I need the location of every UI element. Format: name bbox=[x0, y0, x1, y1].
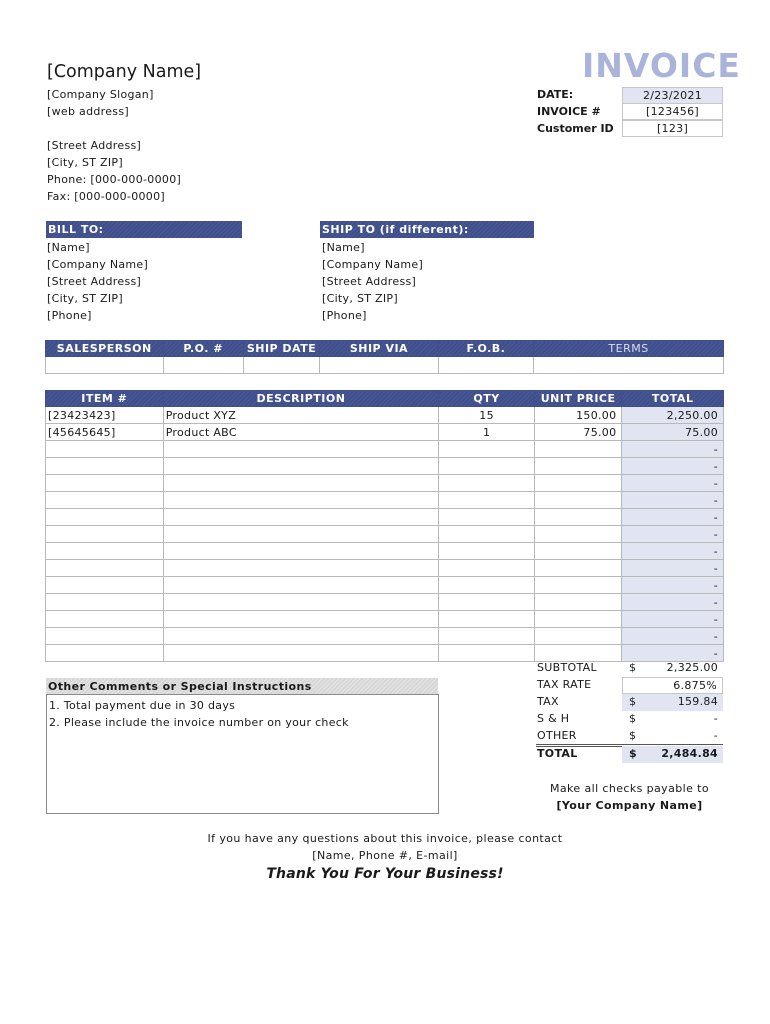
tax-rate-label: TAX RATE bbox=[537, 678, 592, 691]
comment-line: 2. Please include the invoice number on your check bbox=[49, 716, 349, 729]
description-cell[interactable] bbox=[163, 509, 439, 526]
qty-cell[interactable] bbox=[439, 560, 535, 577]
invoice-title: INVOICE bbox=[582, 46, 741, 85]
items-header-total: TOTAL bbox=[622, 391, 724, 407]
company-phone: Phone: [000-000-0000] bbox=[47, 173, 182, 186]
shipping-header-salesperson: SALESPERSON bbox=[46, 341, 164, 357]
payable-company: [Your Company Name] bbox=[556, 799, 703, 812]
shipping-header-po: P.O. # bbox=[163, 341, 243, 357]
shipping-header-ship-date: SHIP DATE bbox=[243, 341, 319, 357]
item-number-cell[interactable] bbox=[46, 492, 164, 509]
subtotal-label: SUBTOTAL bbox=[537, 661, 597, 674]
sh-value[interactable]: - bbox=[713, 712, 718, 725]
shipping-header-terms: TERMS bbox=[534, 341, 724, 357]
subtotal-value: 2,325.00 bbox=[666, 661, 718, 674]
company-street: [Street Address] bbox=[47, 139, 142, 152]
ship-to-address bbox=[322, 239, 423, 324]
unit-price-cell[interactable] bbox=[534, 560, 622, 577]
line-total-cell: - bbox=[622, 458, 724, 475]
date-label: DATE: bbox=[537, 88, 574, 101]
item-number-cell[interactable] bbox=[46, 543, 164, 560]
subtotal-currency: $ bbox=[629, 661, 637, 674]
description-cell[interactable] bbox=[163, 441, 439, 458]
qty-cell[interactable] bbox=[439, 441, 535, 458]
description-cell[interactable] bbox=[163, 475, 439, 492]
items-header-unit-price: UNIT PRICE bbox=[534, 391, 622, 407]
qty-cell[interactable] bbox=[439, 458, 535, 475]
qty-cell[interactable] bbox=[439, 628, 535, 645]
unit-price-cell[interactable] bbox=[534, 594, 622, 611]
qty-cell[interactable] bbox=[439, 543, 535, 560]
ship-to-line: [Company Name] bbox=[322, 258, 424, 271]
invoice-number-label: INVOICE # bbox=[537, 105, 601, 118]
contact-line: If you have any questions about this invoice, please contact bbox=[207, 832, 563, 845]
customer-id-label: Customer ID bbox=[537, 122, 614, 135]
item-number-cell[interactable] bbox=[46, 526, 164, 543]
company-fax: Fax: [000-000-0000] bbox=[47, 190, 165, 203]
items-header-qty: QTY bbox=[439, 391, 535, 407]
company-name: [Company Name] bbox=[47, 62, 202, 82]
unit-price-cell[interactable] bbox=[534, 628, 622, 645]
salesperson-cell[interactable] bbox=[46, 357, 164, 374]
unit-price-cell[interactable] bbox=[534, 492, 622, 509]
table-row bbox=[46, 628, 724, 645]
line-total-cell: - bbox=[622, 543, 724, 560]
terms-cell[interactable] bbox=[534, 357, 724, 374]
items-header-item: ITEM # bbox=[46, 391, 164, 407]
comment-line: 1. Total payment due in 30 days bbox=[49, 699, 236, 712]
description-cell[interactable] bbox=[163, 526, 439, 543]
table-row bbox=[46, 543, 724, 560]
fob-cell[interactable] bbox=[438, 357, 533, 374]
line-total-cell: - bbox=[622, 577, 724, 594]
total-label: TOTAL bbox=[537, 747, 578, 760]
ship-to-header: SHIP TO (if different): bbox=[320, 221, 534, 238]
line-total-cell: - bbox=[622, 526, 724, 543]
thank-you: Thank You For Your Business! bbox=[266, 866, 504, 882]
po-cell[interactable] bbox=[163, 357, 243, 374]
unit-price-cell[interactable]: 150.00 bbox=[534, 407, 622, 424]
tax-rate-value[interactable]: 6.875% bbox=[673, 679, 717, 692]
item-number-cell[interactable] bbox=[46, 560, 164, 577]
unit-price-cell[interactable] bbox=[534, 475, 622, 492]
description-cell[interactable]: Product XYZ bbox=[163, 407, 439, 424]
sh-currency: $ bbox=[629, 712, 637, 725]
table-row bbox=[46, 577, 724, 594]
total-row bbox=[622, 746, 723, 763]
description-cell[interactable]: Product ABC bbox=[163, 424, 439, 441]
items-header-description: DESCRIPTION bbox=[163, 391, 439, 407]
sh-label: S & H bbox=[537, 712, 570, 725]
table-row bbox=[46, 407, 724, 424]
unit-price-cell[interactable] bbox=[534, 611, 622, 628]
bill-to-line: [Phone] bbox=[47, 309, 92, 322]
line-total-cell: - bbox=[622, 492, 724, 509]
table-row bbox=[46, 475, 724, 492]
description-cell[interactable] bbox=[163, 492, 439, 509]
table-row bbox=[46, 560, 724, 577]
shipping-table bbox=[45, 340, 724, 374]
other-value[interactable]: - bbox=[713, 729, 718, 742]
table-row bbox=[46, 458, 724, 475]
ship-to-line: [Street Address] bbox=[322, 275, 417, 288]
line-total-cell: - bbox=[622, 441, 724, 458]
line-total-cell: - bbox=[622, 560, 724, 577]
qty-cell[interactable] bbox=[439, 611, 535, 628]
unit-price-cell[interactable] bbox=[534, 645, 622, 662]
ship-to-line: [Name] bbox=[322, 241, 365, 254]
contact-info: [Name, Phone #, E-mail] bbox=[312, 849, 458, 862]
total-value: 2,484.84 bbox=[661, 747, 718, 760]
qty-cell[interactable] bbox=[439, 492, 535, 509]
shipping-header-ship-via: SHIP VIA bbox=[320, 341, 439, 357]
customer-id-value[interactable]: [123] bbox=[622, 120, 723, 137]
line-total-cell: - bbox=[622, 594, 724, 611]
table-row bbox=[46, 492, 724, 509]
company-city: [City, ST ZIP] bbox=[47, 156, 123, 169]
bill-to-line: [Company Name] bbox=[47, 258, 149, 271]
shipping-header-fob: F.O.B. bbox=[438, 341, 533, 357]
unit-price-cell[interactable] bbox=[534, 441, 622, 458]
subtotal-row bbox=[622, 660, 723, 677]
item-number-cell[interactable]: [45645645] bbox=[46, 424, 164, 441]
tax-value: 159.84 bbox=[677, 695, 718, 708]
description-cell[interactable] bbox=[163, 577, 439, 594]
line-total-cell: - bbox=[622, 611, 724, 628]
bill-to-line: [Name] bbox=[47, 241, 90, 254]
unit-price-cell[interactable] bbox=[534, 509, 622, 526]
line-total-cell: 75.00 bbox=[622, 424, 724, 441]
description-cell[interactable] bbox=[163, 594, 439, 611]
tax-currency: $ bbox=[629, 695, 637, 708]
item-number-cell[interactable] bbox=[46, 645, 164, 662]
qty-cell[interactable]: 1 bbox=[439, 424, 535, 441]
line-total-cell: 2,250.00 bbox=[622, 407, 724, 424]
total-currency: $ bbox=[629, 747, 637, 760]
item-number-cell[interactable] bbox=[46, 628, 164, 645]
description-cell[interactable] bbox=[163, 458, 439, 475]
qty-cell[interactable] bbox=[439, 475, 535, 492]
unit-price-cell[interactable] bbox=[534, 526, 622, 543]
items-body bbox=[46, 407, 724, 662]
table-row bbox=[46, 526, 724, 543]
unit-price-cell[interactable] bbox=[534, 543, 622, 560]
bill-to-line: [Street Address] bbox=[47, 275, 142, 288]
description-cell[interactable] bbox=[163, 628, 439, 645]
ship-via-cell[interactable] bbox=[320, 357, 439, 374]
tax-label: TAX bbox=[537, 695, 559, 708]
item-number-cell[interactable] bbox=[46, 611, 164, 628]
line-total-cell: - bbox=[622, 475, 724, 492]
description-cell[interactable] bbox=[163, 560, 439, 577]
qty-cell[interactable] bbox=[439, 645, 535, 662]
qty-cell[interactable]: 15 bbox=[439, 407, 535, 424]
description-cell[interactable] bbox=[163, 611, 439, 628]
description-cell[interactable] bbox=[163, 543, 439, 560]
other-currency: $ bbox=[629, 729, 637, 742]
company-slogan: [Company Slogan] bbox=[47, 88, 154, 101]
comments-header: Other Comments or Special Instructions bbox=[46, 678, 438, 695]
table-row bbox=[46, 645, 724, 662]
date-value[interactable]: 2/23/2021 bbox=[622, 87, 723, 104]
sh-row[interactable] bbox=[622, 711, 723, 728]
ship-to-line: [City, ST ZIP] bbox=[322, 292, 398, 305]
qty-cell[interactable] bbox=[439, 577, 535, 594]
qty-cell[interactable] bbox=[439, 509, 535, 526]
company-web: [web address] bbox=[47, 105, 129, 118]
unit-price-cell[interactable] bbox=[534, 458, 622, 475]
line-total-cell: - bbox=[622, 645, 724, 662]
qty-cell[interactable] bbox=[439, 526, 535, 543]
ship-date-cell[interactable] bbox=[243, 357, 319, 374]
table-row bbox=[46, 424, 724, 441]
item-number-cell[interactable] bbox=[46, 509, 164, 526]
bill-to-header: BILL TO: bbox=[46, 221, 242, 238]
comments-box[interactable] bbox=[46, 694, 439, 814]
tax-rate-row[interactable] bbox=[622, 677, 723, 694]
item-number-cell[interactable] bbox=[46, 594, 164, 611]
ship-to-line: [Phone] bbox=[322, 309, 367, 322]
description-cell[interactable] bbox=[163, 645, 439, 662]
item-number-cell[interactable] bbox=[46, 475, 164, 492]
line-total-cell: - bbox=[622, 628, 724, 645]
unit-price-cell[interactable]: 75.00 bbox=[534, 424, 622, 441]
other-row[interactable] bbox=[622, 728, 723, 745]
table-row bbox=[46, 509, 724, 526]
qty-cell[interactable] bbox=[439, 594, 535, 611]
invoice-number-value[interactable]: [123456] bbox=[622, 103, 723, 120]
item-number-cell[interactable]: [23423423] bbox=[46, 407, 164, 424]
table-row bbox=[46, 441, 724, 458]
table-row bbox=[46, 611, 724, 628]
line-total-cell: - bbox=[622, 509, 724, 526]
tax-row bbox=[622, 694, 723, 711]
items-table bbox=[45, 390, 724, 662]
item-number-cell[interactable] bbox=[46, 441, 164, 458]
other-label: OTHER bbox=[537, 729, 577, 742]
unit-price-cell[interactable] bbox=[534, 577, 622, 594]
item-number-cell[interactable] bbox=[46, 577, 164, 594]
bill-to-line: [City, ST ZIP] bbox=[47, 292, 123, 305]
payable-line: Make all checks payable to bbox=[550, 782, 709, 795]
table-row bbox=[46, 594, 724, 611]
item-number-cell[interactable] bbox=[46, 458, 164, 475]
bill-to-address bbox=[47, 239, 148, 324]
